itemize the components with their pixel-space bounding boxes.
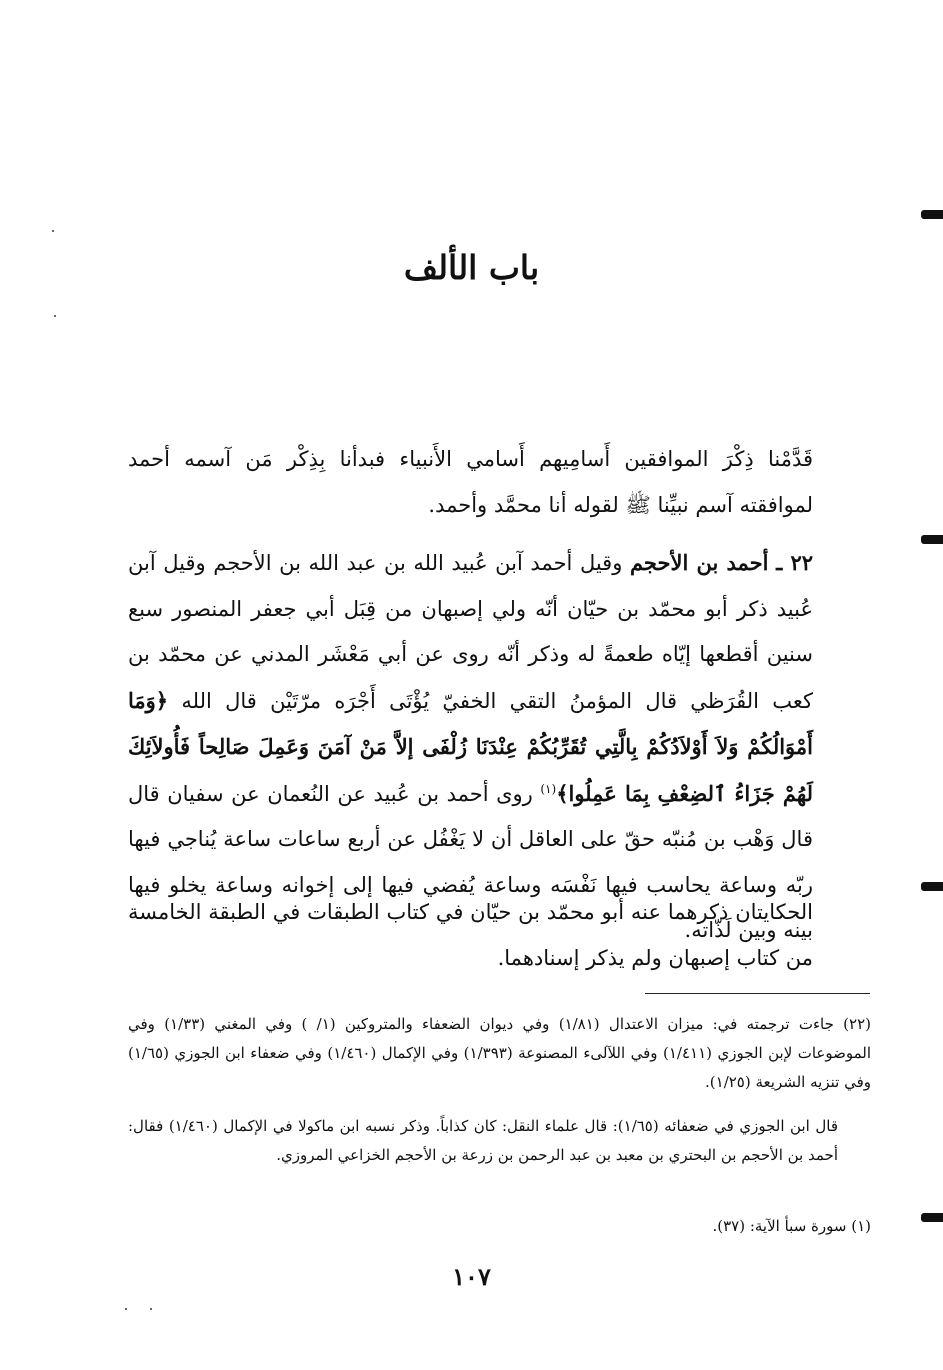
scan-edge-mark xyxy=(921,1213,943,1222)
closing-paragraph: الحكايتان ذكرهما عنه أبو محمّد بن حيّان في كتاب الطبقات في الطبقة الخامسة من كتاب إصبهان ولم يذكر إسنادهما. xyxy=(128,900,813,970)
page-number: ١٠٧ xyxy=(452,1262,491,1291)
footnote-22-notes: قال ابن الجوزي في ضعفائه (١/٦٥): قال علماء النقل: كان كذاباً. وذكر نسبه ابن ماكولا في الإكمال (١/٤٦٠) فقال: أحمد بن الأحجم بن البحتري بن معبد بن عبد الرحمن بن زرعة بن الأحجم الخزاعي المروزي. xyxy=(128,1117,838,1164)
entry-text-2: روى أحمد بن عُبيد عن النُعمان عن سفيان قال قال وَهْب بن مُنبّه حقّ على العاقل أن لا يَغْفُل عن أربع ساعات ساعة يُناجي فيها ربّه وساعة يحاسب فيها نَفْسَه وساعة يُفضي فيها إلى إخوانه وساعة يخلو فيها بينه وبين لَذّاته. xyxy=(128,781,813,942)
scan-speck xyxy=(150,1308,152,1310)
intro-paragraph: قَدَّمْنا ذِكْرَ الموافقين أَسامِيهم أَسامي الأَنبياء فبدأنا بِذِكْر مَن آسمه أحمد لموافقته آسم نبيِّنا ﷺ لقوله أنا محمَّد وأحمد. xyxy=(128,447,813,517)
scan-speck xyxy=(52,230,54,232)
entry-name: أحمد بن الأحجم xyxy=(629,550,769,575)
footnote-1: (١) سورة سبأ الآية: (٣٧). xyxy=(712,1217,871,1235)
footnote-ref[interactable]: (١) xyxy=(540,781,557,796)
scan-edge-mark xyxy=(921,210,943,219)
footnote-22-sources: (٢٢) جاءت ترجمته في: ميزان الاعتدال (١/٨١) وفي ديوان الضعفاء والمتروكين (١/ ) وفي المغني (١/٣٣) وفي الموضوعات لإبن الجوزي (١/٤١١) وفي اللآلىء المصنوعة (١/٣٩٣) وفي الإكمال (١/٤٦٠) وفي ضعفاء ابن الجوزي (١/٦٥) وفي تنزيه الشريعة (١/٢٥). xyxy=(128,1015,872,1091)
scan-edge-mark xyxy=(921,535,943,544)
quran-verse: ﴿وَمَا أَمْوَالُكُمْ وَلاَ أَوْلاَدُكُمْ بِالَّتِي تُقَرِّبُكُمْ عِنْدَنَا زُلْفَى إلاَّ مَنْ آمَنَ وَعَمِلَ صَالِحاً فَأُولاَئِكَ لَهُمْ جَزَاءُ ٱلضِعْفِ بِمَا عَمِلُوا﴾ xyxy=(128,687,813,806)
entry-number: ٢٢ ـ xyxy=(776,550,813,575)
scan-edge-mark xyxy=(921,882,943,891)
footnote-separator xyxy=(645,993,870,994)
scan-speck xyxy=(54,315,56,317)
scan-speck xyxy=(125,1308,127,1310)
entry-text-1: وقيل أحمد آبن عُبيد الله بن عبد الله بن الأحجم وقيل آبن عُبيد ذكر أبو محمّد بن حيّان أنّه ولي إصبهان من قِبَل أبي جعفر المنصور سبع سنين أقطعها إيّاه طعمةً له وذكر أنّه روى عن أبي مَعْشَر المدني عن محمّد بن كعب القُرَظي قال المؤمنُ التقي الخفيّ يُؤْتَى أَجْرَه مرّتَيْن قال الله xyxy=(128,551,813,713)
chapter-title: باب الألف xyxy=(403,248,540,287)
